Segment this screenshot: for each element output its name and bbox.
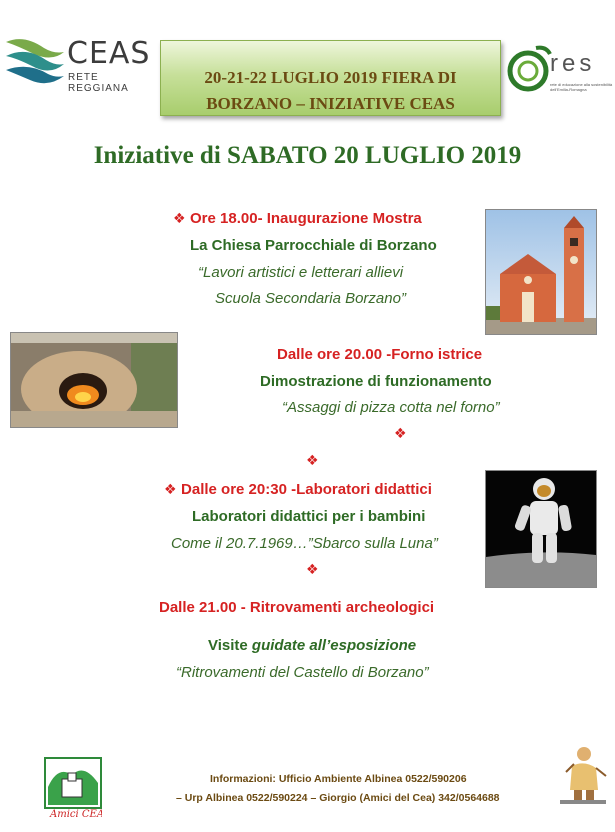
event-4-time: Dalle 21.00 - Ritrovamenti archeologici: [159, 599, 435, 616]
event-2-time: Dalle ore 20.00 -Forno istrice: [277, 346, 483, 363]
ores-logo: [506, 44, 612, 104]
church-photo: [485, 209, 597, 335]
banner-line-1: 20-21-22 LUGLIO 2019 FIERA DI: [204, 68, 457, 87]
ores-swirl-icon: [506, 44, 552, 94]
footer-info-line-1: Informazioni: Ufficio Ambiente Albinea 0522/590206: [210, 773, 467, 785]
event-1-place: La Chiesa Parrocchiale di Borzano: [190, 237, 437, 254]
group-logo: [556, 742, 610, 806]
page-title: Iniziative di SABATO 20 LUGLIO 2019: [93, 142, 522, 169]
footer-info-line-2: – Urp Albinea 0522/590224 – Giorgio (Amici del Cea) 342/0564688: [176, 792, 500, 804]
ceas-subtitle: RETE REGGIANA: [68, 72, 129, 94]
header-banner: [160, 40, 501, 116]
astronaut-photo: [485, 470, 597, 588]
ceas-logo: [4, 34, 154, 94]
event-2-place: Dimostrazione di funzionamento: [260, 373, 492, 390]
bullet-icon: ❖: [306, 561, 319, 577]
ores-wordmark: res: [550, 50, 596, 77]
event-1-time: ❖ Ore 18.00- Inaugurazione Mostra: [173, 210, 422, 227]
bullet-icon: ❖: [306, 452, 319, 468]
event-2-desc-1: “Assaggi di pizza cotta nel forno”: [282, 399, 500, 416]
ores-caption: rete di educazione alla sostenibilità dell'Emilia-Romagna: [550, 82, 613, 92]
ceas-wave-icon: [4, 34, 66, 86]
bullet-icon: ❖: [173, 210, 186, 226]
event-4-place: Visite guidate all’esposizione: [208, 637, 417, 654]
bullet-icon: ❖: [164, 481, 177, 497]
event-3-desc-1: Come il 20.7.1969…”Sbarco sulla Luna”: [171, 535, 438, 552]
event-1-desc-2: Scuola Secondaria Borzano”: [215, 290, 406, 307]
event-1-desc-1: “Lavori artistici e letterari allievi: [198, 264, 404, 281]
oven-photo: [10, 332, 178, 428]
amici-cea-logo: [44, 757, 102, 825]
ceas-wordmark: CEAS: [67, 36, 151, 71]
event-4-desc-1: “Ritrovamenti del Castello di Borzano”: [176, 664, 429, 681]
event-3-place: Laboratori didattici per i bambini: [192, 508, 426, 525]
event-3-time: ❖ Dalle ore 20:30 -Laboratori didattici: [164, 481, 432, 498]
bullet-icon: ❖: [394, 425, 407, 441]
banner-line-2: BORZANO – INIZIATIVE CEAS: [206, 94, 455, 113]
amici-text: Amici CEA: [50, 809, 102, 820]
